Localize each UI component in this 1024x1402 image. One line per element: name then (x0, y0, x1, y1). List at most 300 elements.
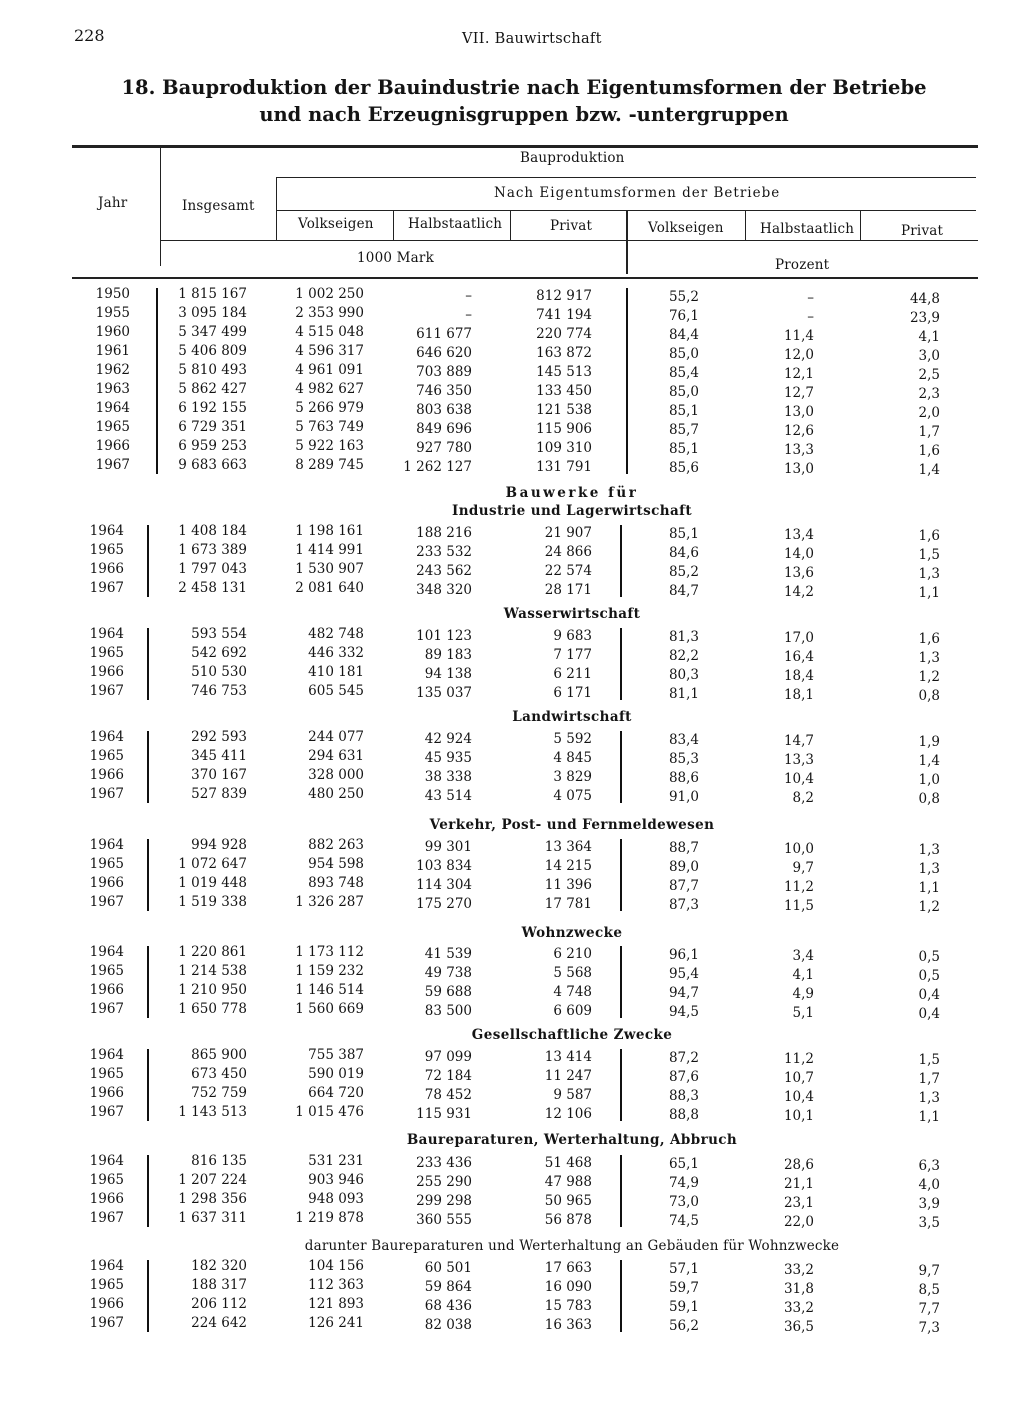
value-cell: 56 878 (544, 1212, 592, 1228)
year-cell: 1965 (89, 1066, 124, 1082)
value-cell: 255 290 (416, 1174, 472, 1190)
value-cell: 7 177 (553, 647, 592, 663)
value-cell: 85,1 (668, 526, 699, 542)
value-cell: 1 198 161 (295, 523, 364, 539)
value-cell: 1,6 (918, 631, 940, 647)
value-cell: 16,4 (783, 649, 814, 665)
value-cell: 12,7 (783, 385, 814, 401)
value-cell: 0,5 (918, 949, 940, 965)
value-cell: 755 387 (308, 1047, 364, 1063)
value-cell: 527 839 (191, 786, 247, 802)
value-cell: 646 620 (416, 345, 472, 361)
value-cell: 4 515 048 (295, 324, 364, 340)
year-cell: 1967 (89, 683, 124, 699)
year-cell: 1966 (95, 438, 130, 454)
value-cell: 41 539 (424, 946, 472, 962)
value-cell: 97 099 (424, 1049, 472, 1065)
year-cell: 1967 (89, 894, 124, 910)
value-cell: 4 845 (553, 750, 592, 766)
value-cell: 80,3 (668, 667, 699, 683)
value-cell: 1,6 (918, 443, 940, 459)
value-cell: 43 514 (424, 788, 472, 804)
value-cell: 121 893 (308, 1296, 364, 1312)
value-cell: 1 207 224 (178, 1172, 247, 1188)
value-cell: 50 965 (544, 1193, 592, 1209)
value-cell: 11 247 (544, 1068, 592, 1084)
value-cell: 38 338 (424, 769, 472, 785)
value-cell: 6 959 253 (178, 438, 247, 454)
value-cell: 74,9 (668, 1175, 699, 1191)
header-divider-4 (745, 210, 746, 240)
value-cell: 2,5 (918, 367, 940, 383)
page-number: 228 (74, 26, 105, 45)
value-cell: 673 450 (191, 1066, 247, 1082)
value-cell: 1 173 112 (295, 944, 364, 960)
value-cell: 7,7 (918, 1301, 940, 1317)
value-cell: 11 396 (544, 877, 592, 893)
value-cell: 10,4 (783, 1089, 814, 1105)
value-cell: 3,0 (918, 348, 940, 364)
section-title: Landwirtschaft (512, 709, 632, 725)
value-cell: 91,0 (668, 789, 699, 805)
column-rule (620, 1260, 622, 1332)
value-cell: 14 215 (544, 858, 592, 874)
column-rule (620, 628, 622, 700)
value-cell: 299 298 (416, 1193, 472, 1209)
year-cell: 1967 (89, 1104, 124, 1120)
header-divider-1 (393, 210, 394, 240)
column-rule (620, 731, 622, 803)
value-cell: 22,0 (783, 1214, 814, 1230)
value-cell: 5 862 427 (178, 381, 247, 397)
value-cell: 42 924 (424, 731, 472, 747)
value-cell: 76,1 (668, 308, 699, 324)
value-cell: 10,0 (783, 841, 814, 857)
column-rule (620, 1049, 622, 1121)
value-cell: 21,1 (783, 1176, 814, 1192)
value-cell: 60 501 (424, 1260, 472, 1276)
value-cell: 81,3 (668, 629, 699, 645)
value-cell: 1,4 (918, 462, 940, 478)
value-cell: 84,6 (668, 545, 699, 561)
header-divider-insgesamt (276, 177, 277, 240)
column-rule (620, 525, 622, 597)
value-cell: 11,2 (783, 1051, 814, 1067)
value-cell: 109 310 (536, 440, 592, 456)
value-cell: 96,1 (668, 947, 699, 963)
value-cell: 1,3 (918, 650, 940, 666)
value-cell: 44,8 (909, 291, 940, 307)
value-cell: 816 135 (191, 1153, 247, 1169)
value-cell: 865 900 (191, 1047, 247, 1063)
value-cell: 510 530 (191, 664, 247, 680)
value-cell: 1,1 (918, 1109, 940, 1125)
section-title: Wohnzwecke (521, 925, 623, 941)
year-cell: 1950 (95, 286, 130, 302)
value-cell: 89 183 (424, 647, 472, 663)
value-cell: 345 411 (191, 748, 247, 764)
value-cell: 13,0 (783, 461, 814, 477)
value-cell: 9 683 663 (178, 457, 247, 473)
value-cell: 1 072 647 (178, 856, 247, 872)
value-cell: 1 637 311 (178, 1210, 247, 1226)
value-cell: 28,6 (783, 1157, 814, 1173)
value-cell: 94,5 (668, 1004, 699, 1020)
value-cell: 16 090 (544, 1279, 592, 1295)
value-cell: 233 436 (416, 1155, 472, 1171)
value-cell: 1,7 (918, 424, 940, 440)
value-cell: 206 112 (191, 1296, 247, 1312)
header-unit-abs: 1000 Mark (357, 250, 434, 266)
year-cell: 1965 (89, 645, 124, 661)
value-cell: 1,7 (918, 1071, 940, 1087)
header-halbstaatlich: Halbstaatlich (408, 216, 503, 232)
value-cell: 954 598 (308, 856, 364, 872)
value-cell: 4,9 (792, 986, 814, 1002)
value-cell: 903 946 (308, 1172, 364, 1188)
year-cell: 1964 (89, 944, 124, 960)
value-cell: 233 532 (416, 544, 472, 560)
value-cell: 126 241 (308, 1315, 364, 1331)
header-nach-eigentum: Nach Eigentumsformen der Betriebe (494, 185, 781, 201)
value-cell: 85,4 (668, 365, 699, 381)
year-cell: 1967 (89, 1210, 124, 1226)
value-cell: 88,6 (668, 770, 699, 786)
year-cell: 1966 (89, 767, 124, 783)
value-cell: 36,5 (783, 1319, 814, 1335)
value-cell: 9 683 (553, 628, 592, 644)
value-cell: 1,1 (918, 585, 940, 601)
value-cell: 8,2 (792, 790, 814, 806)
value-cell: 6 729 351 (178, 419, 247, 435)
year-cell: 1961 (95, 343, 130, 359)
value-cell: 23,9 (909, 310, 940, 326)
value-cell: 94,7 (668, 985, 699, 1001)
value-cell: 8,5 (918, 1282, 940, 1298)
value-cell: 1 797 043 (178, 561, 247, 577)
value-cell: 5 568 (553, 965, 592, 981)
value-cell: 73,0 (668, 1194, 699, 1210)
value-cell: 1 143 513 (178, 1104, 247, 1120)
value-cell: 2 353 990 (295, 305, 364, 321)
value-cell: 145 513 (536, 364, 592, 380)
value-cell: 746 350 (416, 383, 472, 399)
year-cell: 1965 (89, 963, 124, 979)
table-title (70, 74, 978, 128)
value-cell: 294 631 (308, 748, 364, 764)
value-cell: 28 171 (544, 582, 592, 598)
value-cell: 1,1 (918, 880, 940, 896)
value-cell: 121 538 (536, 402, 592, 418)
value-cell: 13 364 (544, 839, 592, 855)
value-cell: 31,8 (783, 1281, 814, 1297)
value-cell: 83,4 (668, 732, 699, 748)
value-cell: 94 138 (424, 666, 472, 682)
value-cell: 1,4 (918, 753, 940, 769)
header-insgesamt: Insgesamt (182, 198, 255, 214)
value-cell: 1 519 338 (178, 894, 247, 910)
value-cell: 56,2 (668, 1318, 699, 1334)
value-cell: 13,3 (783, 752, 814, 768)
value-cell: 4 075 (553, 788, 592, 804)
section-title: Verkehr, Post- und Fernmeldewesen (429, 817, 715, 833)
value-cell: 13,6 (783, 565, 814, 581)
value-cell: 68 436 (424, 1298, 472, 1314)
value-cell: 85,0 (668, 346, 699, 362)
year-cell: 1967 (89, 580, 124, 596)
value-cell: 87,2 (668, 1050, 699, 1066)
value-cell: 8 289 745 (295, 457, 364, 473)
value-cell: 746 753 (191, 683, 247, 699)
year-cell: 1965 (89, 1172, 124, 1188)
value-cell: 994 928 (191, 837, 247, 853)
year-cell: 1966 (89, 1191, 124, 1207)
value-cell: 16 363 (544, 1317, 592, 1333)
value-cell: 15 783 (544, 1298, 592, 1314)
value-cell: 74,5 (668, 1213, 699, 1229)
header-top-rule (72, 145, 978, 148)
value-cell: 13,3 (783, 442, 814, 458)
value-cell: 5 592 (553, 731, 592, 747)
value-cell: 18,1 (783, 687, 814, 703)
value-cell: 6 192 155 (178, 400, 247, 416)
value-cell: 33,2 (783, 1300, 814, 1316)
value-cell: 103 834 (416, 858, 472, 874)
value-cell: 927 780 (416, 440, 472, 456)
value-cell: 17 663 (544, 1260, 592, 1276)
value-cell: – (465, 288, 472, 304)
value-cell: 348 320 (416, 582, 472, 598)
value-cell: 89,0 (668, 859, 699, 875)
title-line-1: 18. Bauproduktion der Bauindustrie nach Eigentumsformen der Betriebe (121, 76, 927, 99)
value-cell: 9,7 (792, 860, 814, 876)
column-rule (620, 839, 622, 911)
year-cell: 1964 (89, 1047, 124, 1063)
year-cell: 1965 (89, 1277, 124, 1293)
value-cell: 85,1 (668, 403, 699, 419)
value-cell: 1 214 538 (178, 963, 247, 979)
value-cell: 85,6 (668, 460, 699, 476)
value-cell: 664 720 (308, 1085, 364, 1101)
value-cell: 55,2 (668, 289, 699, 305)
value-cell: 3 829 (553, 769, 592, 785)
value-cell: 244 077 (308, 729, 364, 745)
value-cell: 11,4 (783, 328, 814, 344)
value-cell: 3,9 (918, 1196, 940, 1212)
header-privat-pct: Privat (901, 223, 944, 239)
value-cell: 112 363 (308, 1277, 364, 1293)
value-cell: 741 194 (536, 307, 592, 323)
value-cell: 480 250 (308, 786, 364, 802)
year-cell: 1967 (95, 457, 130, 473)
year-cell: 1966 (89, 982, 124, 998)
value-cell: 1,0 (918, 772, 940, 788)
value-cell: 4 748 (553, 984, 592, 1000)
header-privat: Privat (550, 218, 593, 234)
value-cell: 5 266 979 (295, 400, 364, 416)
value-cell: 88,7 (668, 840, 699, 856)
column-rule (147, 1155, 149, 1227)
section-title: Wasserwirtschaft (503, 606, 641, 622)
value-cell: 446 332 (308, 645, 364, 661)
value-cell: 948 093 (308, 1191, 364, 1207)
value-cell: 1 146 514 (295, 982, 364, 998)
value-cell: 22 574 (544, 563, 592, 579)
value-cell: 1 219 878 (295, 1210, 364, 1226)
value-cell: 59,1 (668, 1299, 699, 1315)
year-cell: 1967 (89, 1315, 124, 1331)
header-divider-jahr (160, 145, 161, 266)
value-cell: 531 231 (308, 1153, 364, 1169)
value-cell: 78 452 (424, 1087, 472, 1103)
value-cell: 482 748 (308, 626, 364, 642)
value-cell: 5 810 493 (178, 362, 247, 378)
value-cell: 84,4 (668, 327, 699, 343)
year-cell: 1964 (89, 837, 124, 853)
header-rule-3 (160, 240, 978, 241)
year-cell: 1964 (89, 729, 124, 745)
value-cell: 21 907 (544, 525, 592, 541)
year-cell: 1966 (89, 561, 124, 577)
year-cell: 1964 (95, 400, 130, 416)
value-cell: 12,6 (783, 423, 814, 439)
value-cell: 84,7 (668, 583, 699, 599)
value-cell: 17 781 (544, 896, 592, 912)
value-cell: 2,0 (918, 405, 940, 421)
column-rule (147, 731, 149, 803)
value-cell: 24 866 (544, 544, 592, 560)
value-cell: 182 320 (191, 1258, 247, 1274)
column-rule (147, 839, 149, 911)
column-rule (156, 288, 158, 474)
value-cell: 1,5 (918, 1052, 940, 1068)
header-unit-pct: Prozent (775, 257, 830, 273)
value-cell: 1,3 (918, 861, 940, 877)
value-cell: 6 171 (553, 685, 592, 701)
value-cell: 82,2 (668, 648, 699, 664)
value-cell: 9 587 (553, 1087, 592, 1103)
value-cell: 9,7 (918, 1263, 940, 1279)
value-cell: 812 917 (536, 288, 592, 304)
value-cell: 57,1 (668, 1261, 699, 1277)
header-bauproduktion: Bauproduktion (520, 150, 625, 166)
value-cell: 703 889 (416, 364, 472, 380)
value-cell: 2 081 640 (295, 580, 364, 596)
value-cell: 6 210 (553, 946, 592, 962)
column-rule (147, 628, 149, 700)
value-cell: 14,0 (783, 546, 814, 562)
value-cell: 1 815 167 (178, 286, 247, 302)
value-cell: 12 106 (544, 1106, 592, 1122)
value-cell: 87,7 (668, 878, 699, 894)
value-cell: 224 642 (191, 1315, 247, 1331)
value-cell: 1,3 (918, 842, 940, 858)
value-cell: 33,2 (783, 1262, 814, 1278)
value-cell: 0,4 (918, 987, 940, 1003)
value-cell: 849 696 (416, 421, 472, 437)
value-cell: 4,1 (792, 967, 814, 983)
value-cell: 6 609 (553, 1003, 592, 1019)
column-rule (147, 1260, 149, 1332)
header-halbstaatlich-pct: Halbstaatlich (760, 221, 855, 237)
value-cell: 3,4 (792, 948, 814, 964)
value-cell: 0,8 (918, 688, 940, 704)
value-cell: 51 468 (544, 1155, 592, 1171)
value-cell: 1 650 778 (178, 1001, 247, 1017)
value-cell: 13,4 (783, 527, 814, 543)
value-cell: 1,3 (918, 1090, 940, 1106)
value-cell: 590 019 (308, 1066, 364, 1082)
value-cell: 0,8 (918, 791, 940, 807)
year-cell: 1964 (89, 1258, 124, 1274)
value-cell: 3,5 (918, 1215, 940, 1231)
column-rule (147, 946, 149, 1018)
value-cell: 5 406 809 (178, 343, 247, 359)
value-cell: 0,5 (918, 968, 940, 984)
value-cell: 13 414 (544, 1049, 592, 1065)
value-cell: 17,0 (783, 630, 814, 646)
value-cell: 4 982 627 (295, 381, 364, 397)
value-cell: 1 408 184 (178, 523, 247, 539)
value-cell: 99 301 (424, 839, 472, 855)
value-cell: 13,0 (783, 404, 814, 420)
column-rule (620, 946, 622, 1018)
value-cell: 5 347 499 (178, 324, 247, 340)
value-cell: 1 560 669 (295, 1001, 364, 1017)
year-cell: 1963 (95, 381, 130, 397)
value-cell: 1 414 991 (295, 542, 364, 558)
value-cell: 803 638 (416, 402, 472, 418)
value-cell: 542 692 (191, 645, 247, 661)
year-cell: 1960 (95, 324, 130, 340)
value-cell: 6 211 (553, 666, 592, 682)
value-cell: 1 673 389 (178, 542, 247, 558)
value-cell: 104 156 (308, 1258, 364, 1274)
header-divider-5 (860, 210, 861, 240)
year-cell: 1966 (89, 1085, 124, 1101)
value-cell: 59,7 (668, 1280, 699, 1296)
value-cell: 115 906 (536, 421, 592, 437)
value-cell: 292 593 (191, 729, 247, 745)
value-cell: 1,5 (918, 547, 940, 563)
value-cell: 95,4 (668, 966, 699, 982)
value-cell: 593 554 (191, 626, 247, 642)
year-cell: 1965 (89, 748, 124, 764)
value-cell: 410 181 (308, 664, 364, 680)
value-cell: 59 688 (424, 984, 472, 1000)
section-title: darunter Baureparaturen und Werterhaltung an Gebäuden für Wohnzwecke (304, 1238, 840, 1254)
value-cell: 611 677 (416, 326, 472, 342)
value-cell: 1,6 (918, 528, 940, 544)
value-cell: 88,8 (668, 1107, 699, 1123)
value-cell: 1 220 861 (178, 944, 247, 960)
year-cell: 1967 (89, 1001, 124, 1017)
value-cell: 4,0 (918, 1177, 940, 1193)
value-cell: 10,4 (783, 771, 814, 787)
value-cell: 85,1 (668, 441, 699, 457)
value-cell: 605 545 (308, 683, 364, 699)
value-cell: 1 015 476 (295, 1104, 364, 1120)
value-cell: 1 210 950 (178, 982, 247, 998)
value-cell: 72 184 (424, 1068, 472, 1084)
year-cell: 1955 (95, 305, 130, 321)
value-cell: 23,1 (783, 1195, 814, 1211)
year-cell: 1965 (89, 542, 124, 558)
header-volkseigen-pct: Volkseigen (648, 220, 724, 236)
column-rule (626, 288, 628, 474)
value-cell: 882 263 (308, 837, 364, 853)
value-cell: 1 019 448 (178, 875, 247, 891)
